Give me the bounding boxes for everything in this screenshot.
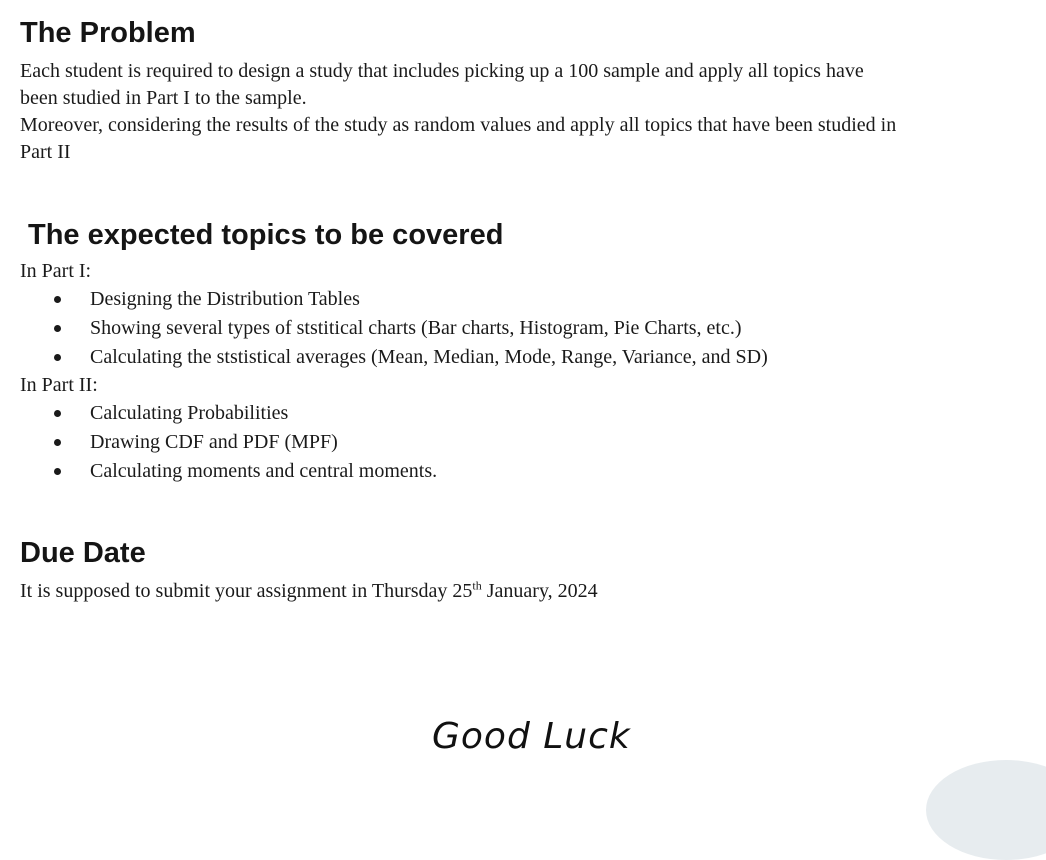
problem-section [20,14,896,166]
part-one-label: In Part I: [20,260,92,282]
list-item [54,457,768,486]
problem-line: Part II [20,141,71,163]
list-item [54,285,768,314]
list-item-text: Calculating Probabilities [90,402,289,424]
due-date-text-end: January, 2024 [481,580,598,602]
problem-body [20,58,896,166]
due-date-text-main: It is supposed to submit your assignment in Thursday 25 [20,580,473,602]
bullet-icon [54,296,61,303]
bullet-icon [54,468,61,475]
good-luck-signoff: Good Luck [432,716,631,757]
bullet-icon [54,439,61,446]
list-item-text: Drawing CDF and PDF (MPF) [90,431,338,453]
corner-decoration [926,760,1046,860]
problem-line: Moreover, considering the results of the study as random values and apply all topics that have been studied in [20,114,897,136]
list-item-text: Designing the Distribution Tables [90,288,360,310]
problem-line: been studied in Part I to the sample. [20,87,307,109]
list-item [54,343,768,372]
topics-section [20,216,776,486]
list-item [54,314,768,343]
list-item-text: Calculating moments and central moments. [90,460,438,482]
list-item [54,428,768,457]
topics-heading: The expected topics to be covered [28,219,504,251]
problem-heading: The Problem [20,17,196,49]
bullet-icon [54,325,61,332]
list-item-text: Showing several types of ststitical charts (Bar charts, Histogram, Pie Charts, etc.) [90,317,742,339]
due-date-text [20,578,598,605]
part-two-list [20,399,768,486]
bullet-icon [54,354,61,361]
problem-line: Each student is required to design a study that includes picking up a 100 sample and apply all topics have [20,60,864,82]
part-one-list [20,285,768,372]
list-item-text: Calculating the ststistical averages (Mean, Median, Mode, Range, Variance, and SD) [90,346,768,368]
due-date-ordinal: th [472,578,482,593]
part-two-label: In Part II: [20,374,98,396]
bullet-icon [54,410,61,417]
due-date-section [20,534,598,605]
due-date-heading: Due Date [20,537,146,569]
list-item [54,399,768,428]
part-one [20,258,768,486]
